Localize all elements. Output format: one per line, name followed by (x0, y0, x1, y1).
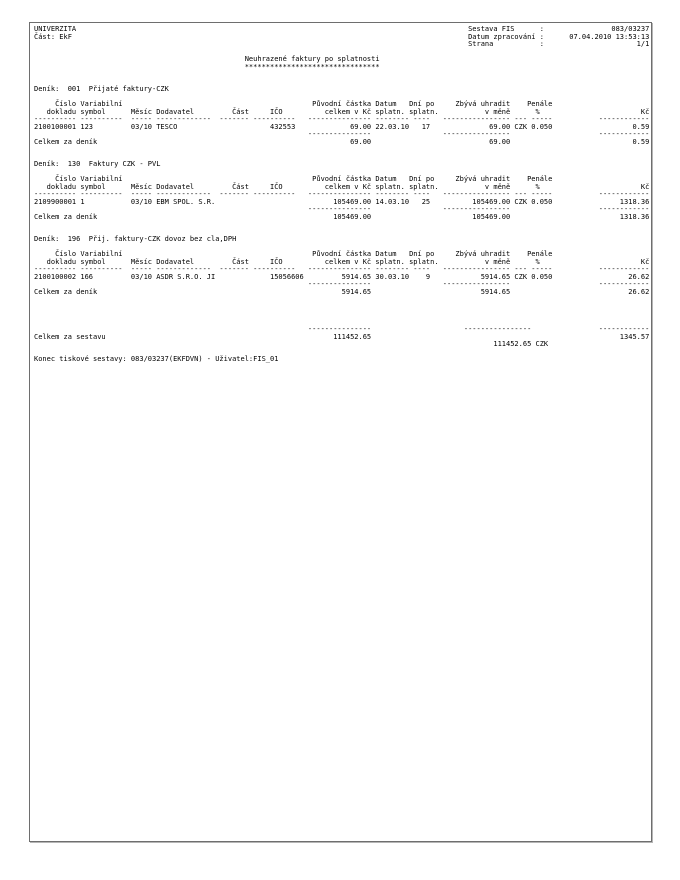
blank-line (34, 221, 649, 229)
denik-heading: Deník: 130 Faktury CZK - PVL (34, 160, 650, 168)
header-line: Část: EkF Datum zpracování : 07.04.2010 13:53:13 (34, 32, 650, 41)
page-title: Neuhrazené faktury po splatnosti (34, 55, 650, 63)
section-total-line: Celkem za deník 105469.00 105469.00 1318.36 (34, 212, 650, 221)
invoice-row: 2109900001 1 03/10 EBM SPOL. S.R. 105469.00 14.03.10 25 105469.00 CZK 0.050 1318.36 (34, 197, 650, 206)
report-section-130 (34, 161, 649, 236)
report-footer-line: Konec tiskové sestavy: 083/03237(EKFDVN) - Uživatel:FIS_01 (34, 355, 279, 363)
report-page (29, 22, 652, 842)
blank-line (34, 304, 649, 312)
rule-line: --------------- ---------------- ------------ (34, 280, 650, 288)
column-header-line: dokladu symbol Měsíc Dodavatel Část IČO celkem v Kč splatn. splatn. v měně % Kč (34, 107, 650, 116)
report-content (34, 26, 649, 364)
title-underline: ******************************** (34, 62, 650, 71)
grand-total-currency-line: 111452.65 CZK (34, 340, 650, 348)
rule-line: ---------- ---------- ----- ------------- ------- ---------- --------------- -------- ---- ---------------- --- ----- ------------ (34, 265, 650, 273)
grand-total-line: Celkem za sestavu 111452.65 1345.57 (34, 332, 650, 341)
rule-line: --------------- ---------------- ------------ (34, 130, 650, 138)
report-header (34, 26, 649, 56)
section-total-line: Celkem za deník 69.00 69.00 0.59 (34, 137, 650, 146)
report-footer (34, 356, 649, 364)
column-header-line: Číslo Variabilní Původní částka Datum Dní po Zbývá uhradit Penále (34, 100, 650, 108)
rule-line: --------------- ---------------- ------------ (34, 205, 650, 213)
blank-line (34, 311, 649, 319)
report-title (34, 56, 649, 86)
report-sections (34, 86, 649, 311)
column-header-line: dokladu symbol Měsíc Dodavatel Část IČO celkem v Kč splatn. splatn. v měně % Kč (34, 182, 650, 191)
report-section-196 (34, 236, 649, 311)
column-header-line: Číslo Variabilní Původní částka Datum Dní po Zbývá uhradit Penále (34, 175, 650, 183)
invoice-row: 2100100002 166 03/10 ASDR S.R.O. JI 15056606 5914.65 30.03.10 9 5914.65 CZK 0.050 26.62 (34, 272, 650, 281)
report-grand-total (34, 311, 649, 356)
blank-line (34, 296, 649, 304)
rule-line: --------------- ---------------- ------------ (34, 325, 650, 333)
column-header-line: dokladu symbol Měsíc Dodavatel Část IČO celkem v Kč splatn. splatn. v měně % Kč (34, 257, 650, 266)
rule-line: ---------- ---------- ----- ------------- ------- ---------- --------------- -------- ---- ---------------- --- ----- ------------ (34, 115, 650, 123)
report-section-001 (34, 86, 649, 161)
header-line: UNIVERZITA Sestava FIS : 083/03237 (34, 25, 650, 33)
blank-line (34, 146, 649, 154)
section-total-line: Celkem za deník 5914.65 5914.65 26.62 (34, 287, 650, 296)
denik-heading: Deník: 196 Přij. faktury-CZK dovoz bez cla,DPH (34, 235, 650, 243)
header-line: Strana : 1/1 (34, 40, 650, 48)
blank-line (34, 71, 649, 79)
rule-line: ---------- ---------- ----- ------------- ------- ---------- --------------- -------- ---- ---------------- --- ----- ------------ (34, 190, 650, 198)
column-header-line: Číslo Variabilní Původní částka Datum Dní po Zbývá uhradit Penále (34, 250, 650, 258)
denik-heading: Deník: 001 Přijaté faktury-CZK (34, 85, 650, 93)
invoice-row: 2100100001 123 03/10 TESCO 432553 69.00 22.03.10 17 69.00 CZK 0.050 0.59 (34, 122, 650, 131)
